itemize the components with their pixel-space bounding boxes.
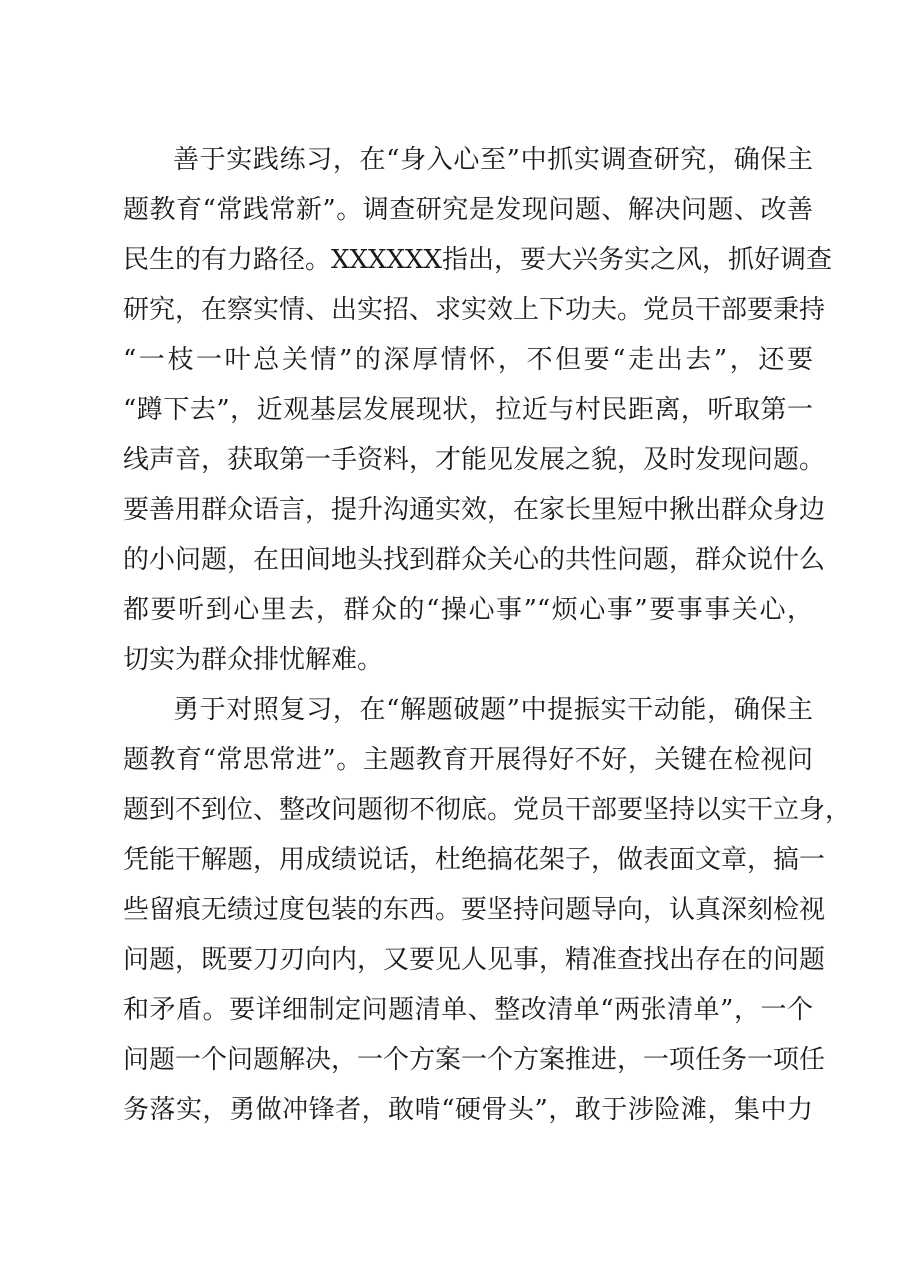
paragraph-2-line-2: 题教育“常思常进”。主题教育开展得好不好，关键在检视问	[123, 745, 813, 775]
paragraph-2-line-6: 问题，既要刀刃向内，又要见人见事，精准查找出存在的问题	[123, 945, 826, 975]
paragraph-1-line-8: 要善用群众语言，提升沟通实效，在家长里短中揪出群众身边	[123, 495, 826, 525]
paragraph-1-line-6: “蹲下去”，近观基层发展现状，拉近与村民距离，听取第一	[123, 395, 813, 425]
paragraph-1-line-4: 研究，在察实情、出实招、求实效上下功夫。党员干部要秉持	[123, 295, 826, 325]
paragraph-1-line-9: 的小问题，在田间地头找到群众关心的共性问题，群众说什么	[123, 545, 826, 575]
paragraph-2-line-3: 题到不到位、整改问题彻不彻底。党员干部要坚持以实干立身，	[123, 795, 852, 825]
paragraph-2-line-7: 和矛盾。要详细制定问题清单、整改清单“两张清单”，一个	[123, 995, 813, 1025]
paragraph-1-line-2: 题教育“常践常新”。调查研究是发现问题、解决问题、改善	[123, 195, 813, 225]
paragraph-1-line-5: “一枝一叶总关情”的深厚情怀，不但要“走出去”，还要	[123, 345, 813, 375]
paragraph-2-line-9: 务落实，勇做冲锋者，敢啃“硬骨头”，敢于涉险滩，集中力	[123, 1095, 813, 1125]
paragraph-2-line-1: 勇于对照复习，在“解题破题”中提振实干动能，确保主	[173, 695, 813, 725]
paragraph-1-line-7: 线声音，获取第一手资料，才能见发展之貌，及时发现问题。	[123, 445, 826, 475]
paragraph-1-line-11: 切实为群众排忧解难。	[123, 645, 384, 675]
paragraph-1-line-3: 民生的有力路径。XXXXXX指出，要大兴务实之风，抓好调查	[123, 245, 833, 275]
paragraph-1-line-1: 善于实践练习，在“身入心至”中抓实调查研究，确保主	[173, 145, 813, 175]
paragraph-1-line-10: 都要听到心里去，群众的“操心事”“烦心事”要事事关心，	[123, 595, 813, 625]
paragraph-2-line-4: 凭能干解题，用成绩说话，杜绝搞花架子，做表面文章，搞一	[123, 845, 826, 875]
paragraph-2-line-8: 问题一个问题解决，一个方案一个方案推进，一项任务一项任	[123, 1045, 826, 1075]
paragraph-2-line-5: 些留痕无绩过度包装的东西。要坚持问题导向，认真深刻检视	[123, 895, 826, 925]
